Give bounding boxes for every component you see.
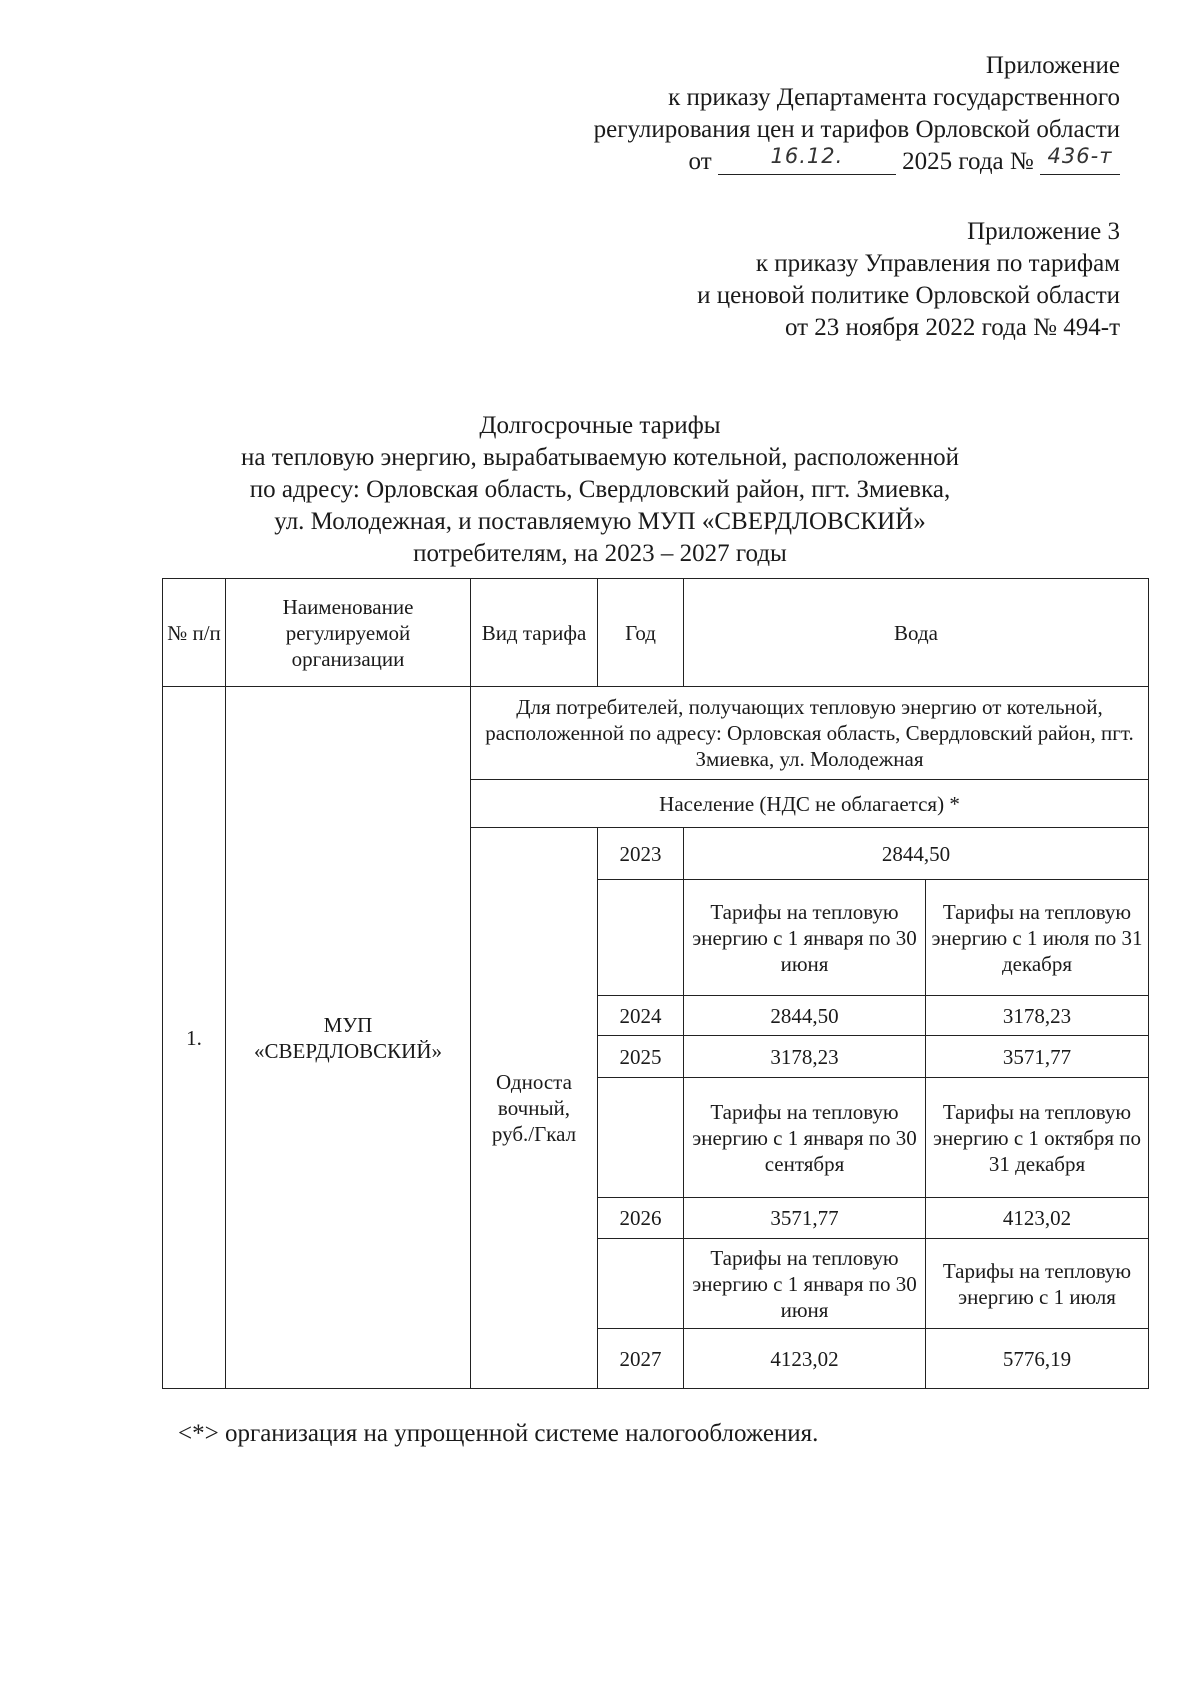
year-cell: 2026	[598, 1198, 684, 1239]
order-year-text: 2025 года №	[902, 148, 1034, 175]
appendix-3-line-3: от 23 ноября 2022 года № 494-т	[784, 314, 1120, 341]
handwritten-date: 16.12.	[718, 146, 896, 175]
appendix-3-line-2: и ценовой политике Орловской области	[697, 282, 1120, 309]
title-line-5: потребителям, на 2023 – 2027 годы	[413, 540, 787, 567]
appendix-title: Приложение	[985, 52, 1120, 79]
appendix-3-header	[697, 216, 1120, 344]
header-year: Год	[598, 579, 684, 687]
year-cell: 2024	[598, 996, 684, 1036]
appendix-3-line-1: к приказу Управления по тарифам	[755, 250, 1120, 277]
tariff-value: 2844,50	[684, 996, 926, 1036]
title-line-4: ул. Молодежная, и поставляемую МУП «СВЕРДЛОВСКИЙ»	[274, 508, 926, 535]
handwritten-number: 436-т	[1040, 146, 1120, 175]
period-label: Тарифы на тепловую энергию с 1 июля по 31 декабря	[926, 880, 1149, 996]
year-cell: 2023	[598, 828, 684, 880]
consumers-description: Для потребителей, получающих тепловую энергию от котельной, расположенной по адресу: Орловская область, Свердловский район, пгт. Змиевка, ул. Молодежная	[471, 687, 1149, 780]
table-row	[163, 687, 1149, 780]
tariff-value: 5776,19	[926, 1329, 1149, 1389]
period-label: Тарифы на тепловую энергию с 1 января по 30 июня	[684, 1239, 926, 1329]
appendix-date-line	[594, 146, 1120, 178]
table-header-row	[163, 579, 1149, 687]
organization-name: МУП «СВЕРДЛОВСКИЙ»	[226, 687, 471, 1389]
population-label: Население (НДС не облагается) *	[471, 780, 1149, 828]
appendix-line-2: регулирования цен и тарифов Орловской области	[593, 116, 1120, 143]
title-line-3: по адресу: Орловская область, Свердловский район, пгт. Змиевка,	[249, 476, 951, 503]
row-number: 1.	[163, 687, 226, 1389]
tariff-table	[162, 578, 1149, 1389]
title-line-1: Долгосрочные тарифы	[479, 412, 721, 439]
appendix-header	[594, 50, 1120, 178]
tariff-value: 3571,77	[684, 1198, 926, 1239]
footnote: <*> организация на упрощенной системе налогообложения.	[178, 1420, 819, 1447]
tariff-value: 4123,02	[684, 1329, 926, 1389]
year-cell	[598, 1239, 684, 1329]
year-cell: 2025	[598, 1036, 684, 1078]
from-prefix: от	[688, 148, 712, 175]
tariff-value: 3571,77	[926, 1036, 1149, 1078]
title-line-2: на тепловую энергию, вырабатываемую котельной, расположенной	[241, 444, 959, 471]
period-label: Тарифы на тепловую энергию с 1 января по 30 июня	[684, 880, 926, 996]
year-cell	[598, 1078, 684, 1198]
tariff-value: 3178,23	[684, 1036, 926, 1078]
tariff-value: 4123,02	[926, 1198, 1149, 1239]
tariff-value: 3178,23	[926, 996, 1149, 1036]
appendix-3-title: Приложение 3	[967, 218, 1120, 245]
header-num: № п/п	[163, 579, 226, 687]
tariff-type-cell: Односта вочный, руб./Гкал	[471, 828, 598, 1389]
period-label: Тарифы на тепловую энергию с 1 октября по 31 декабря	[926, 1078, 1149, 1198]
period-label: Тарифы на тепловую энергию с 1 июля	[926, 1239, 1149, 1329]
year-cell	[598, 880, 684, 996]
header-water: Вода	[684, 579, 1149, 687]
year-cell: 2027	[598, 1329, 684, 1389]
document-title	[0, 410, 1200, 570]
period-label: Тарифы на тепловую энергию с 1 января по 30 сентября	[684, 1078, 926, 1198]
header-org: Наименование регулируемой организации	[226, 579, 471, 687]
tariff-value: 2844,50	[684, 828, 1149, 880]
appendix-line-1: к приказу Департамента государственного	[668, 84, 1120, 111]
header-tariff-type: Вид тарифа	[471, 579, 598, 687]
